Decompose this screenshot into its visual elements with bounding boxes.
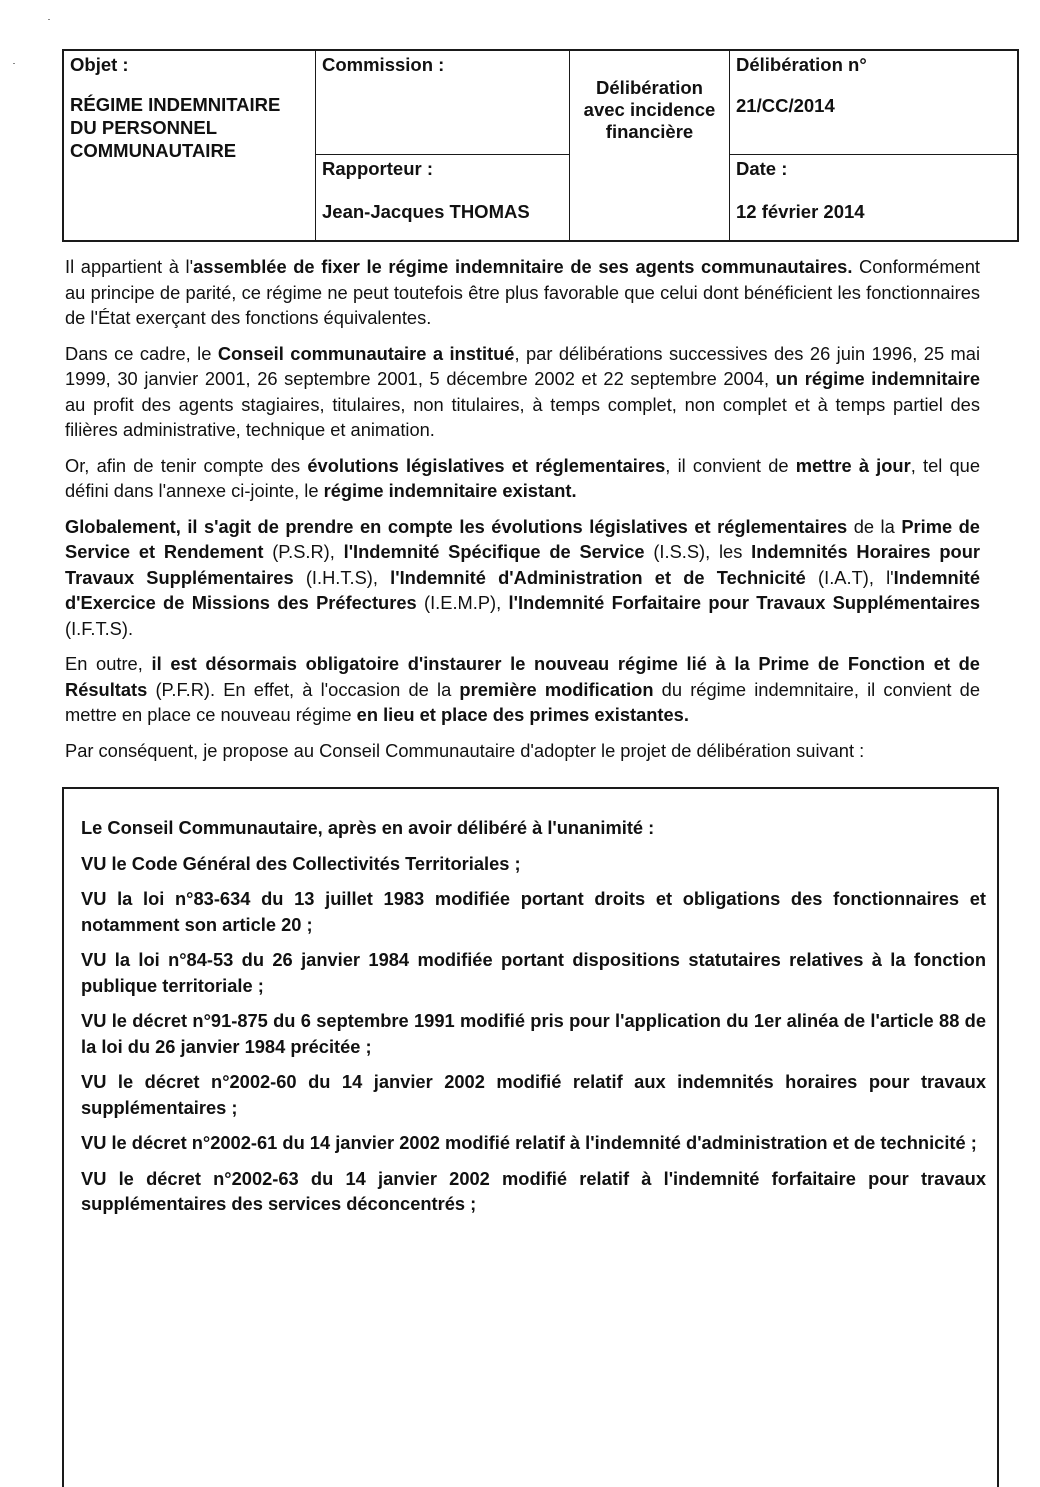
date-value: 12 février 2014	[736, 201, 865, 222]
objet-cell	[64, 51, 316, 240]
commission-label: Commission :	[322, 54, 445, 75]
vu-item: VU le décret n°2002-63 du 14 janvier 2002 modifié relatif à l'indemnité forfaitaire pour travaux supplémentaires des services déconcentrés ;	[81, 1167, 986, 1214]
report-body	[65, 254, 980, 773]
paragraph-4: Globalement, il s'agit de prendre en compte les évolutions législatives et réglementaires de la Prime de Service et Rendement (P.S.R), l'Indemnité Spécifique de Service (I.S.S), les Indemnités Horaires pour Travaux Supplémentaires (I.H.T.S), l'Indemnité d'Administration et de Technicité (I.A.T), l'Indemnité d'Exercice de Missions des Préfectures (I.E.M.P), l'Indemnité Forfaitaire pour Travaux Supplémentaires (I.F.T.S).	[65, 515, 981, 639]
vu-item: VU la loi n°83-634 du 13 juillet 1983 modifiée portant droits et obligations des fonctionnaires et notamment son article 20 ;	[81, 888, 986, 935]
vu-item: VU le décret n°2002-60 du 14 janvier 2002 modifié relatif aux indemnités horaires pour travaux supplémentaires ;	[81, 1071, 986, 1118]
vu-item: VU le décret n°2002-61 du 14 janvier 2002 modifié relatif à l'indemnité d'administration et de technicité ;	[81, 1132, 977, 1153]
date-cell	[730, 155, 1017, 240]
deliberation-type: Délibération avec incidence financière	[583, 77, 716, 142]
paragraph-5: En outre, il est désormais obligatoire d'instaurer le nouveau régime lié à la Prime de Fonction et de Résultats (P.F.R). En effet, à l'occasion de la première modification du régime indemnitaire, il convient de mettre en place ce nouveau régime en lieu et place des primes existantes.	[65, 653, 980, 725]
paragraph-2: Dans ce cadre, le Conseil communautaire a institué, par délibérations successives des 26 juin 1996, 25 mai 1999, 30 janvier 2001, 26 septembre 2001, 5 décembre 2002 et 22 septembre 2004, un régime indemnitaire au profit des agents stagiaires, titulaires, non titulaires, à temps complet, non complet et à temps partiel des filières administrative, technique et animation.	[65, 342, 981, 440]
deliberation-header-table	[62, 49, 1019, 242]
scan-mark	[48, 19, 50, 20]
vu-item: VU la loi n°84-53 du 26 janvier 1984 modifiée portant dispositions statutaires relatives à la fonction publique territoriale ;	[81, 949, 986, 996]
paragraph-3: Or, afin de tenir compte des évolutions législatives et réglementaires, il convient de mettre à jour, tel que défini dans l'annexe ci-jointe, le régime indemnitaire existant.	[65, 454, 981, 501]
rapporteur-value: Jean-Jacques THOMAS	[322, 201, 530, 222]
paragraph-1: Il appartient à l'assemblée de fixer le régime indemnitaire de ses agents communautaires. Conformément au principe de parité, ce régime ne peut toutefois être plus favorable que celui dont bénéficient les fonctionnaires de l'État exerçant des fonctions équivalentes.	[65, 256, 980, 328]
objet-value: RÉGIME INDEMNITAIRE DU PERSONNEL COMMUNAUTAIRE	[70, 94, 281, 161]
deliberation-content	[81, 815, 986, 1227]
rapporteur-label: Rapporteur :	[322, 158, 433, 179]
deliberation-intro: Le Conseil Communautaire, après en avoir délibéré à l'unanimité :	[81, 817, 655, 838]
rapporteur-cell	[316, 155, 570, 240]
deliberation-number-cell	[730, 51, 1017, 155]
date-label: Date :	[736, 158, 788, 179]
deliberation-type-cell	[570, 51, 730, 240]
commission-cell	[316, 51, 570, 155]
vu-item: VU le Code Général des Collectivités Territoriales ;	[81, 852, 521, 874]
deliberation-number-label: Délibération n°	[736, 54, 867, 75]
vu-item: VU le décret n°91-875 du 6 septembre 1991 modifié pris pour l'application du 1er alinéa de l'article 88 de la loi du 26 janvier 1984 précitée ;	[81, 1010, 986, 1057]
deliberation-number-value: 21/CC/2014	[736, 95, 835, 116]
deliberation-box	[62, 787, 999, 1487]
scan-mark	[13, 63, 15, 64]
objet-label: Objet :	[70, 54, 129, 75]
paragraph-6: Par conséquent, je propose au Conseil Communautaire d'adopter le projet de délibération suivant :	[65, 739, 865, 761]
